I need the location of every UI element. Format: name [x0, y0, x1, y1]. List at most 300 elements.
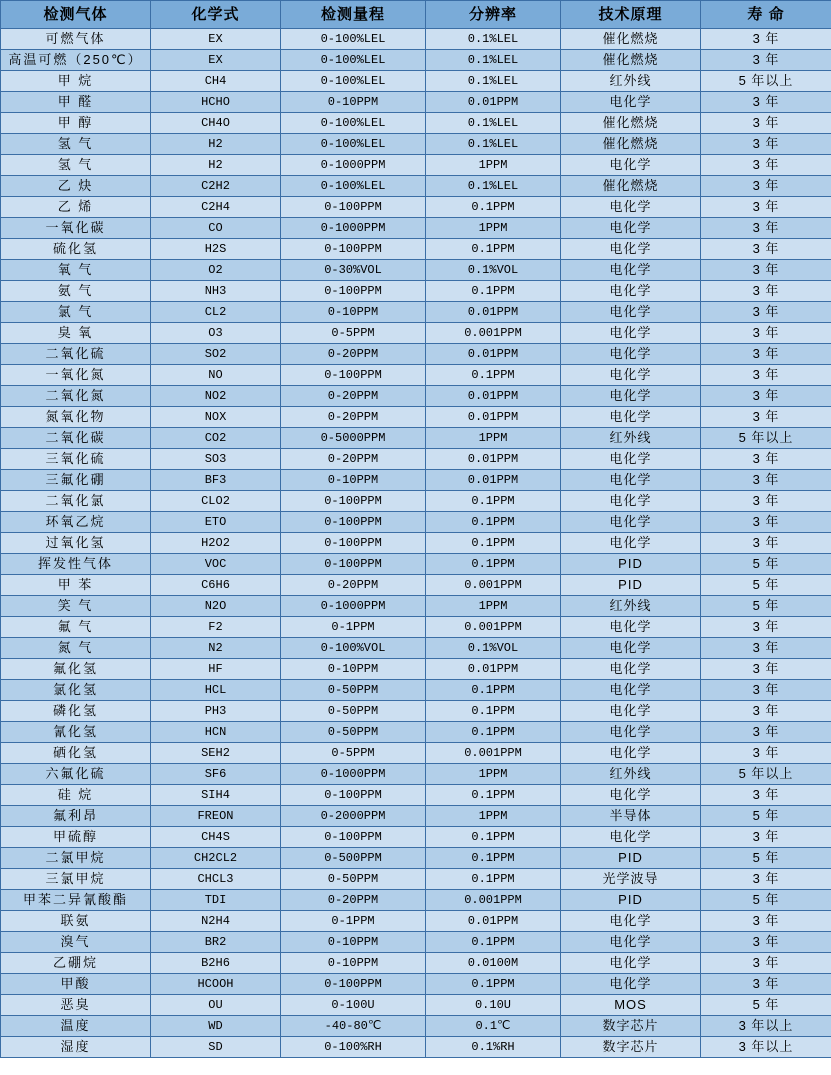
- cell-detection-range: 0-100%RH: [281, 1037, 426, 1058]
- cell-lifespan: 3 年: [701, 743, 831, 764]
- cell-detection-range: 0-100PPM: [281, 974, 426, 995]
- cell-lifespan: 3 年: [701, 155, 831, 176]
- cell-lifespan: 3 年: [701, 344, 831, 365]
- table-row: [1, 1016, 831, 1037]
- cell-chemical-formula: VOC: [151, 554, 281, 575]
- cell-detection-range: 0-100PPM: [281, 827, 426, 848]
- cell-chemical-formula: SO3: [151, 449, 281, 470]
- cell-resolution: 0.001PPM: [426, 323, 561, 344]
- cell-resolution: 0.1PPM: [426, 701, 561, 722]
- table-row: [1, 29, 831, 50]
- cell-detection-range: 0-10PPM: [281, 659, 426, 680]
- table-row: [1, 953, 831, 974]
- cell-technical-principle: 电化学: [561, 239, 701, 260]
- cell-technical-principle: PID: [561, 575, 701, 596]
- table-row: [1, 50, 831, 71]
- cell-technical-principle: 电化学: [561, 722, 701, 743]
- table-row: [1, 890, 831, 911]
- cell-gas-name: 三氟化硼: [1, 470, 151, 491]
- cell-lifespan: 3 年: [701, 512, 831, 533]
- cell-technical-principle: 电化学: [561, 449, 701, 470]
- cell-detection-range: 0-1000PPM: [281, 596, 426, 617]
- cell-resolution: 0.001PPM: [426, 743, 561, 764]
- column-header-resolution: 分辨率: [426, 1, 561, 29]
- cell-resolution: 1PPM: [426, 596, 561, 617]
- cell-chemical-formula: HCHO: [151, 92, 281, 113]
- cell-chemical-formula: C6H6: [151, 575, 281, 596]
- cell-lifespan: 3 年: [701, 386, 831, 407]
- table-row: [1, 134, 831, 155]
- table-row: [1, 449, 831, 470]
- cell-resolution: 0.1PPM: [426, 932, 561, 953]
- cell-chemical-formula: B2H6: [151, 953, 281, 974]
- cell-resolution: 1PPM: [426, 806, 561, 827]
- table-row: [1, 218, 831, 239]
- cell-chemical-formula: HF: [151, 659, 281, 680]
- cell-chemical-formula: N2O: [151, 596, 281, 617]
- table-row: [1, 596, 831, 617]
- cell-resolution: 0.1%LEL: [426, 71, 561, 92]
- cell-chemical-formula: CHCL3: [151, 869, 281, 890]
- cell-chemical-formula: OU: [151, 995, 281, 1016]
- cell-gas-name: 臭 氧: [1, 323, 151, 344]
- cell-lifespan: 3 年: [701, 638, 831, 659]
- cell-resolution: 0.01PPM: [426, 659, 561, 680]
- cell-chemical-formula: O2: [151, 260, 281, 281]
- cell-technical-principle: 电化学: [561, 155, 701, 176]
- cell-gas-name: 二氧化氯: [1, 491, 151, 512]
- cell-chemical-formula: SD: [151, 1037, 281, 1058]
- cell-resolution: 0.1PPM: [426, 680, 561, 701]
- cell-gas-name: 二氧化硫: [1, 344, 151, 365]
- table-row: [1, 995, 831, 1016]
- cell-chemical-formula: CLO2: [151, 491, 281, 512]
- table-row: [1, 365, 831, 386]
- cell-gas-name: 乙 炔: [1, 176, 151, 197]
- cell-lifespan: 3 年: [701, 449, 831, 470]
- cell-detection-range: 0-10PPM: [281, 470, 426, 491]
- cell-detection-range: -40-80℃: [281, 1016, 426, 1037]
- cell-technical-principle: 半导体: [561, 806, 701, 827]
- cell-technical-principle: 光学波导: [561, 869, 701, 890]
- cell-chemical-formula: H2O2: [151, 533, 281, 554]
- column-header-gas-name: 检测气体: [1, 1, 151, 29]
- cell-lifespan: 5 年: [701, 596, 831, 617]
- cell-resolution: 0.1PPM: [426, 281, 561, 302]
- cell-gas-name: 二氧化氮: [1, 386, 151, 407]
- cell-gas-name: 氮氧化物: [1, 407, 151, 428]
- cell-gas-name: 挥发性气体: [1, 554, 151, 575]
- cell-detection-range: 0-10PPM: [281, 92, 426, 113]
- cell-gas-name: 硫化氢: [1, 239, 151, 260]
- cell-gas-name: 氢 气: [1, 134, 151, 155]
- cell-lifespan: 3 年: [701, 785, 831, 806]
- table-row: [1, 302, 831, 323]
- table-row: [1, 512, 831, 533]
- cell-chemical-formula: F2: [151, 617, 281, 638]
- cell-detection-range: 0-100U: [281, 995, 426, 1016]
- cell-lifespan: 3 年: [701, 176, 831, 197]
- cell-technical-principle: 电化学: [561, 491, 701, 512]
- cell-detection-range: 0-20PPM: [281, 344, 426, 365]
- table-row: [1, 806, 831, 827]
- cell-chemical-formula: CH2CL2: [151, 848, 281, 869]
- cell-resolution: 0.1%LEL: [426, 134, 561, 155]
- cell-detection-range: 0-1000PPM: [281, 155, 426, 176]
- cell-lifespan: 3 年: [701, 239, 831, 260]
- cell-resolution: 0.0100M: [426, 953, 561, 974]
- cell-detection-range: 0-1PPM: [281, 617, 426, 638]
- table-row: [1, 869, 831, 890]
- cell-lifespan: 3 年: [701, 722, 831, 743]
- cell-resolution: 0.1%LEL: [426, 176, 561, 197]
- cell-detection-range: 0-20PPM: [281, 575, 426, 596]
- cell-gas-name: 氟利昂: [1, 806, 151, 827]
- table-row: [1, 428, 831, 449]
- cell-detection-range: 0-10PPM: [281, 302, 426, 323]
- cell-gas-name: 六氟化硫: [1, 764, 151, 785]
- table-row: [1, 617, 831, 638]
- cell-chemical-formula: CH4O: [151, 113, 281, 134]
- cell-detection-range: 0-1000PPM: [281, 764, 426, 785]
- cell-lifespan: 5 年: [701, 554, 831, 575]
- cell-gas-name: 湿度: [1, 1037, 151, 1058]
- cell-gas-name: 氰化氢: [1, 722, 151, 743]
- cell-detection-range: 0-100PPM: [281, 365, 426, 386]
- cell-technical-principle: 催化燃烧: [561, 113, 701, 134]
- cell-detection-range: 0-5PPM: [281, 323, 426, 344]
- cell-lifespan: 3 年: [701, 302, 831, 323]
- cell-lifespan: 3 年: [701, 617, 831, 638]
- cell-resolution: 0.001PPM: [426, 575, 561, 596]
- cell-gas-name: 氟化氢: [1, 659, 151, 680]
- cell-technical-principle: PID: [561, 848, 701, 869]
- table-row: [1, 197, 831, 218]
- cell-lifespan: 3 年: [701, 92, 831, 113]
- cell-lifespan: 3 年: [701, 113, 831, 134]
- cell-gas-name: 氢 气: [1, 155, 151, 176]
- cell-technical-principle: 电化学: [561, 407, 701, 428]
- cell-gas-name: 磷化氢: [1, 701, 151, 722]
- cell-lifespan: 3 年: [701, 281, 831, 302]
- cell-technical-principle: 红外线: [561, 71, 701, 92]
- cell-technical-principle: 电化学: [561, 785, 701, 806]
- cell-chemical-formula: HCN: [151, 722, 281, 743]
- cell-technical-principle: 电化学: [561, 344, 701, 365]
- cell-gas-name: 二氯甲烷: [1, 848, 151, 869]
- cell-technical-principle: 电化学: [561, 281, 701, 302]
- cell-chemical-formula: C2H4: [151, 197, 281, 218]
- cell-resolution: 1PPM: [426, 428, 561, 449]
- cell-lifespan: 3 年: [701, 974, 831, 995]
- cell-technical-principle: 电化学: [561, 386, 701, 407]
- table-row: [1, 932, 831, 953]
- cell-resolution: 1PPM: [426, 764, 561, 785]
- cell-resolution: 0.1PPM: [426, 512, 561, 533]
- cell-lifespan: 3 年: [701, 869, 831, 890]
- cell-technical-principle: 催化燃烧: [561, 29, 701, 50]
- table-row: [1, 386, 831, 407]
- cell-chemical-formula: SEH2: [151, 743, 281, 764]
- cell-resolution: 0.1%RH: [426, 1037, 561, 1058]
- cell-gas-name: 联氨: [1, 911, 151, 932]
- cell-chemical-formula: O3: [151, 323, 281, 344]
- table-row: [1, 722, 831, 743]
- cell-chemical-formula: H2: [151, 134, 281, 155]
- cell-technical-principle: 电化学: [561, 974, 701, 995]
- cell-gas-name: 甲 醇: [1, 113, 151, 134]
- cell-lifespan: 5 年: [701, 806, 831, 827]
- cell-gas-name: 氨 气: [1, 281, 151, 302]
- cell-chemical-formula: FREON: [151, 806, 281, 827]
- cell-technical-principle: 电化学: [561, 701, 701, 722]
- cell-technical-principle: 电化学: [561, 470, 701, 491]
- table-row: [1, 281, 831, 302]
- cell-detection-range: 0-1PPM: [281, 911, 426, 932]
- cell-gas-name: 甲苯二异氰酸酯: [1, 890, 151, 911]
- column-header-chemical-formula: 化学式: [151, 1, 281, 29]
- cell-technical-principle: PID: [561, 554, 701, 575]
- cell-resolution: 0.1PPM: [426, 239, 561, 260]
- cell-resolution: 0.1PPM: [426, 554, 561, 575]
- table-row: [1, 1037, 831, 1058]
- cell-technical-principle: 电化学: [561, 911, 701, 932]
- cell-technical-principle: 电化学: [561, 197, 701, 218]
- table-row: [1, 71, 831, 92]
- cell-technical-principle: 电化学: [561, 218, 701, 239]
- cell-chemical-formula: BR2: [151, 932, 281, 953]
- cell-detection-range: 0-50PPM: [281, 722, 426, 743]
- cell-resolution: 0.1PPM: [426, 197, 561, 218]
- cell-resolution: 0.1PPM: [426, 869, 561, 890]
- cell-detection-range: 0-100PPM: [281, 512, 426, 533]
- cell-gas-name: 一氧化碳: [1, 218, 151, 239]
- cell-lifespan: 3 年: [701, 932, 831, 953]
- cell-technical-principle: 红外线: [561, 428, 701, 449]
- cell-detection-range: 0-100PPM: [281, 533, 426, 554]
- cell-lifespan: 3 年: [701, 29, 831, 50]
- cell-gas-name: 乙 烯: [1, 197, 151, 218]
- cell-resolution: 0.1%VOL: [426, 638, 561, 659]
- cell-resolution: 0.01PPM: [426, 386, 561, 407]
- table-row: [1, 260, 831, 281]
- cell-technical-principle: 电化学: [561, 323, 701, 344]
- cell-resolution: 0.1PPM: [426, 827, 561, 848]
- cell-technical-principle: 催化燃烧: [561, 176, 701, 197]
- column-header-detection-range: 检测量程: [281, 1, 426, 29]
- cell-lifespan: 5 年以上: [701, 71, 831, 92]
- cell-technical-principle: 催化燃烧: [561, 50, 701, 71]
- table-row: [1, 764, 831, 785]
- cell-lifespan: 3 年: [701, 827, 831, 848]
- cell-resolution: 0.001PPM: [426, 890, 561, 911]
- cell-chemical-formula: EX: [151, 50, 281, 71]
- cell-detection-range: 0-1000PPM: [281, 218, 426, 239]
- table-row: [1, 911, 831, 932]
- cell-chemical-formula: HCL: [151, 680, 281, 701]
- table-row: [1, 575, 831, 596]
- cell-lifespan: 3 年以上: [701, 1016, 831, 1037]
- cell-resolution: 0.1PPM: [426, 848, 561, 869]
- cell-technical-principle: 数字芯片: [561, 1037, 701, 1058]
- cell-technical-principle: MOS: [561, 995, 701, 1016]
- cell-lifespan: 5 年以上: [701, 764, 831, 785]
- cell-chemical-formula: N2H4: [151, 911, 281, 932]
- cell-chemical-formula: CO2: [151, 428, 281, 449]
- cell-detection-range: 0-100%LEL: [281, 29, 426, 50]
- cell-gas-name: 温度: [1, 1016, 151, 1037]
- cell-detection-range: 0-100PPM: [281, 281, 426, 302]
- cell-chemical-formula: ETO: [151, 512, 281, 533]
- cell-detection-range: 0-10PPM: [281, 932, 426, 953]
- cell-detection-range: 0-100PPM: [281, 197, 426, 218]
- cell-lifespan: 3 年: [701, 911, 831, 932]
- cell-detection-range: 0-100PPM: [281, 239, 426, 260]
- cell-detection-range: 0-100%LEL: [281, 71, 426, 92]
- cell-lifespan: 3 年: [701, 50, 831, 71]
- cell-resolution: 0.1%LEL: [426, 29, 561, 50]
- cell-lifespan: 5 年: [701, 848, 831, 869]
- cell-technical-principle: 催化燃烧: [561, 134, 701, 155]
- cell-lifespan: 3 年: [701, 134, 831, 155]
- cell-resolution: 0.1℃: [426, 1016, 561, 1037]
- table-row: [1, 491, 831, 512]
- cell-detection-range: 0-500PPM: [281, 848, 426, 869]
- cell-resolution: 1PPM: [426, 218, 561, 239]
- cell-chemical-formula: SIH4: [151, 785, 281, 806]
- cell-technical-principle: 电化学: [561, 617, 701, 638]
- cell-detection-range: 0-100PPM: [281, 785, 426, 806]
- cell-detection-range: 0-20PPM: [281, 890, 426, 911]
- cell-chemical-formula: PH3: [151, 701, 281, 722]
- cell-detection-range: 0-100%LEL: [281, 134, 426, 155]
- cell-gas-name: 氟 气: [1, 617, 151, 638]
- cell-lifespan: 3 年: [701, 365, 831, 386]
- cell-gas-name: 甲 醛: [1, 92, 151, 113]
- table-row: [1, 974, 831, 995]
- cell-gas-name: 氯化氢: [1, 680, 151, 701]
- table-row: [1, 323, 831, 344]
- table-row: [1, 554, 831, 575]
- cell-technical-principle: 电化学: [561, 533, 701, 554]
- cell-gas-name: 硅 烷: [1, 785, 151, 806]
- cell-technical-principle: 电化学: [561, 365, 701, 386]
- cell-lifespan: 3 年: [701, 197, 831, 218]
- cell-detection-range: 0-10PPM: [281, 953, 426, 974]
- table-row: [1, 239, 831, 260]
- cell-detection-range: 0-20PPM: [281, 386, 426, 407]
- cell-chemical-formula: WD: [151, 1016, 281, 1037]
- cell-resolution: 0.1PPM: [426, 974, 561, 995]
- cell-gas-name: 二氧化碳: [1, 428, 151, 449]
- cell-technical-principle: 红外线: [561, 596, 701, 617]
- cell-lifespan: 5 年: [701, 575, 831, 596]
- cell-detection-range: 0-100%LEL: [281, 113, 426, 134]
- cell-lifespan: 3 年以上: [701, 1037, 831, 1058]
- cell-lifespan: 3 年: [701, 953, 831, 974]
- cell-detection-range: 0-20PPM: [281, 407, 426, 428]
- cell-lifespan: 3 年: [701, 533, 831, 554]
- cell-resolution: 0.1PPM: [426, 491, 561, 512]
- cell-chemical-formula: CH4S: [151, 827, 281, 848]
- cell-chemical-formula: HCOOH: [151, 974, 281, 995]
- cell-detection-range: 0-100%LEL: [281, 176, 426, 197]
- cell-detection-range: 0-100PPM: [281, 491, 426, 512]
- cell-chemical-formula: H2: [151, 155, 281, 176]
- cell-gas-name: 可燃气体: [1, 29, 151, 50]
- cell-chemical-formula: N2: [151, 638, 281, 659]
- cell-gas-name: 氮 气: [1, 638, 151, 659]
- cell-gas-name: 三氯甲烷: [1, 869, 151, 890]
- cell-gas-name: 高温可燃（250℃）: [1, 50, 151, 71]
- cell-gas-name: 甲硫醇: [1, 827, 151, 848]
- cell-lifespan: 3 年: [701, 323, 831, 344]
- table-header: [1, 1, 831, 29]
- cell-resolution: 0.10U: [426, 995, 561, 1016]
- cell-lifespan: 5 年: [701, 995, 831, 1016]
- cell-gas-name: 甲 烷: [1, 71, 151, 92]
- cell-chemical-formula: EX: [151, 29, 281, 50]
- header-row: [1, 1, 831, 29]
- cell-chemical-formula: NO: [151, 365, 281, 386]
- cell-detection-range: 0-20PPM: [281, 449, 426, 470]
- cell-lifespan: 3 年: [701, 407, 831, 428]
- table-row: [1, 638, 831, 659]
- cell-gas-name: 氧 气: [1, 260, 151, 281]
- cell-resolution: 0.01PPM: [426, 92, 561, 113]
- table-row: [1, 407, 831, 428]
- table-row: [1, 680, 831, 701]
- cell-technical-principle: 电化学: [561, 743, 701, 764]
- cell-chemical-formula: NOX: [151, 407, 281, 428]
- cell-chemical-formula: SF6: [151, 764, 281, 785]
- cell-detection-range: 0-5000PPM: [281, 428, 426, 449]
- cell-detection-range: 0-2000PPM: [281, 806, 426, 827]
- cell-resolution: 0.01PPM: [426, 407, 561, 428]
- table-row: [1, 659, 831, 680]
- cell-chemical-formula: NO2: [151, 386, 281, 407]
- cell-technical-principle: PID: [561, 890, 701, 911]
- cell-technical-principle: 红外线: [561, 764, 701, 785]
- cell-technical-principle: 电化学: [561, 92, 701, 113]
- cell-gas-name: 溴气: [1, 932, 151, 953]
- cell-chemical-formula: CO: [151, 218, 281, 239]
- cell-technical-principle: 电化学: [561, 953, 701, 974]
- column-header-technical-principle: 技术原理: [561, 1, 701, 29]
- cell-technical-principle: 电化学: [561, 680, 701, 701]
- table-row: [1, 92, 831, 113]
- cell-resolution: 0.1PPM: [426, 785, 561, 806]
- cell-technical-principle: 数字芯片: [561, 1016, 701, 1037]
- cell-technical-principle: 电化学: [561, 827, 701, 848]
- cell-chemical-formula: NH3: [151, 281, 281, 302]
- cell-chemical-formula: H2S: [151, 239, 281, 260]
- table-row: [1, 701, 831, 722]
- cell-detection-range: 0-50PPM: [281, 701, 426, 722]
- cell-gas-name: 乙硼烷: [1, 953, 151, 974]
- cell-detection-range: 0-50PPM: [281, 680, 426, 701]
- cell-technical-principle: 电化学: [561, 659, 701, 680]
- cell-resolution: 0.01PPM: [426, 302, 561, 323]
- cell-gas-name: 笑 气: [1, 596, 151, 617]
- table-row: [1, 344, 831, 365]
- cell-lifespan: 3 年: [701, 218, 831, 239]
- cell-resolution: 0.1%VOL: [426, 260, 561, 281]
- cell-lifespan: 5 年以上: [701, 428, 831, 449]
- cell-resolution: 1PPM: [426, 155, 561, 176]
- cell-resolution: 0.01PPM: [426, 470, 561, 491]
- cell-resolution: 0.01PPM: [426, 449, 561, 470]
